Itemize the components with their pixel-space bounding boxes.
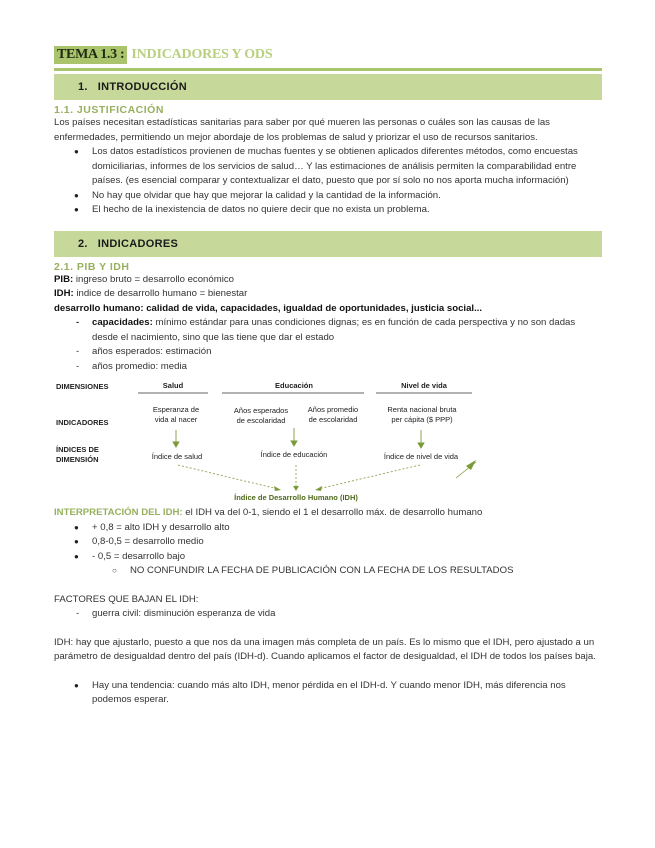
- list-item: ● Hay una tendencia: cuando más alto IDH, menor pérdida en el IDH-d. Y cuando menor IDH, más diferencia nos podemos esperar.: [54, 679, 602, 708]
- section-number: 1.: [78, 81, 88, 93]
- dash-salud-idh: [178, 465, 278, 489]
- ind-anos-promedio: [298, 405, 368, 425]
- label-indicadores: INDICADORES: [56, 418, 109, 427]
- list-item: - años esperados: estimación: [54, 345, 602, 360]
- section-heading-introduccion: [54, 74, 602, 100]
- pib-label: PIB:: [54, 273, 74, 285]
- document-page: [54, 44, 602, 708]
- list-item: ● Los datos estadísticos provienen de muchas fuentes y se obtienen aplicados diferentes métodos, como encuestas domiciliarias, informes de los servicios de salud… Y las estimaciones de análisis permiten la comparabilidad entre países. (es esencial comparar y contextualizar el dato, puesto que por sí solo no nos aporta mucha información): [54, 145, 602, 189]
- list-item: [54, 316, 602, 345]
- indice-educacion: Índice de educación: [260, 450, 328, 459]
- bullet-list-justificacion: [54, 145, 602, 218]
- ind-esperanza-1: Esperanza de: [152, 405, 200, 414]
- subheading-justificacion: 1.1. JUSTIFICACIÓN: [54, 104, 164, 116]
- indice-nivel-vida: Índice de nivel de vida: [383, 452, 459, 461]
- interpretacion-note: ○ NO CONFUNDIR LA FECHA DE PUBLICACIÓN CON LA FECHA DE LOS RESULTADOS: [54, 564, 602, 579]
- dash-list-capacidades: [54, 316, 602, 374]
- side-arrow: [456, 462, 476, 478]
- list-item: ● El hecho de la inexistencia de datos no quiere decir que no exista un problema.: [54, 203, 602, 218]
- idh-label: IDH:: [54, 288, 74, 299]
- document-title: [54, 44, 602, 66]
- dash-list-factores: [54, 607, 602, 622]
- indices-line1: ÍNDICES DE: [56, 445, 99, 454]
- list-item: - guerra civil: disminución esperanza de vida: [54, 607, 602, 622]
- section-title: INTRODUCCIÓN: [97, 81, 187, 93]
- ind-anos-promedio-1: Años promedio: [307, 405, 359, 414]
- interpretacion-label: INTERPRETACIÓN DEL IDH:: [54, 507, 183, 518]
- dash-educacion-head: [293, 486, 299, 491]
- list-item: ● No hay que olvidar que hay que mejorar la calidad y la cantidad de la información.: [54, 189, 602, 204]
- ind-renta-1: Renta nacional bruta: [387, 405, 457, 414]
- label-indices-dimension: [56, 445, 134, 465]
- subheading-pib-idh: 2.1. PIB Y IDH: [54, 260, 130, 273]
- interpretacion-line: [54, 506, 602, 521]
- bullet-list-idh-d: [54, 679, 602, 708]
- idh-result: Índice de Desarrollo Humano (IDH): [234, 493, 358, 502]
- pib-text: ingreso bruto = desarrollo económico: [73, 273, 234, 285]
- tema-label: TEMA 1.3 :: [54, 46, 127, 64]
- section-number: 2.: [78, 237, 88, 250]
- bullet-list-interpretacion: [54, 521, 602, 565]
- capacidades-label: capacidades:: [92, 317, 153, 328]
- arrow-educacion-head: [291, 441, 297, 446]
- indices-line2: DIMENSIÓN: [56, 455, 99, 464]
- interpretacion-text: el IDH va del 0-1, siendo el 1 el desarrollo máx. de desarrollo humano: [182, 507, 483, 518]
- pib-line: [54, 273, 602, 288]
- title-rule: [54, 68, 602, 71]
- ind-renta: [374, 405, 470, 425]
- idh-line: [54, 287, 602, 302]
- factores-title: FACTORES QUE BAJAN EL IDH:: [54, 593, 199, 605]
- indice-salud: Índice de salud: [151, 452, 203, 461]
- dash-nivel-idh: [318, 465, 420, 489]
- list-item: ● + 0,8 = alto IDH y desarrollo alto: [54, 521, 602, 536]
- list-item: - años promedio: media: [54, 360, 602, 375]
- ind-renta-2: per cápita ($ PPP): [391, 415, 453, 424]
- dash-nivel-head: [315, 486, 322, 491]
- list-item: ● - 0,5 = desarrollo bajo: [54, 550, 602, 565]
- capacidades-text: mínimo estándar para unas condiciones dignas; es en función de cada perspectiva y no son dadas desde el nacimiento, sino que las tiene que dar el estado: [92, 317, 576, 343]
- dash-salud-head: [274, 486, 281, 491]
- paragraph-idh-d: IDH: hay que ajustarlo, puesto a que nos da una imagen más completa de un país. Es lo mismo que el IDH, pero ajustado a un parámetro de desigualdad dentro del país (IDH-d). Cuando aplicamos el factor de desigualdad, el IDH de todos los países baja.: [54, 636, 596, 662]
- idh-text: indice de desarrollo humano = bienestar: [73, 288, 248, 299]
- desarrollo-humano-line: desarrollo humano: calidad de vida, capacidades, igualdad de oportunidades, justicia social...: [54, 302, 483, 314]
- ind-esperanza: [140, 405, 212, 425]
- ind-anos-esperados: [224, 406, 298, 426]
- ind-anos-esperados-2: de escolaridad: [236, 416, 286, 425]
- section-heading-indicadores: [54, 231, 602, 257]
- section-title: INDICADORES: [97, 237, 179, 250]
- arrow-salud-head: [173, 442, 179, 447]
- tema-title: INDICADORES Y ODS: [131, 47, 273, 62]
- ind-anos-promedio-2: de escolaridad: [308, 415, 358, 424]
- idh-diagram: [56, 378, 496, 506]
- label-dimensiones: DIMENSIONES: [56, 382, 109, 391]
- ind-esperanza-2: vida al nacer: [154, 415, 198, 424]
- list-item: ● 0,8-0,5 = desarrollo medio: [54, 535, 602, 550]
- dim-nivel-vida: Nivel de vida: [401, 381, 447, 390]
- ind-anos-esperados-1: Años esperados: [233, 406, 289, 415]
- diagram-lines: [56, 378, 496, 506]
- dim-salud: Salud: [162, 381, 184, 390]
- paragraph-justificacion: Los países necesitan estadísticas sanitarias para saber por qué mueren las personas o cuáles son las causas de las enfermedades, permitiendo un mejor abordaje de los problemas de salud y priorizar el uso de recursos sanitarios.: [54, 117, 550, 143]
- dim-educacion: Educación: [275, 381, 313, 390]
- arrow-nivel-head: [418, 443, 424, 448]
